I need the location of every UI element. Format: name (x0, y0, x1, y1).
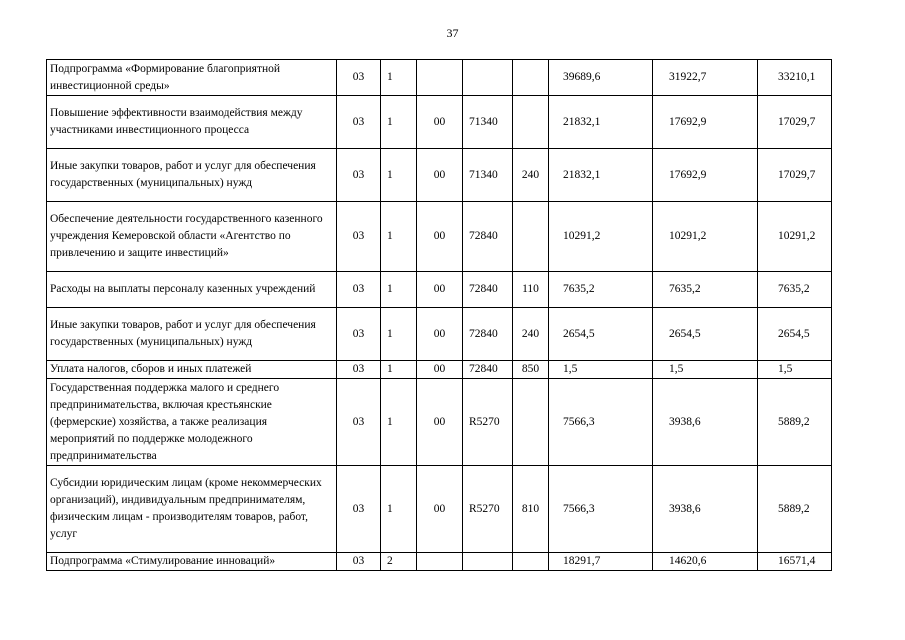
page-number: 37 (446, 26, 459, 40)
cell-amount-year1: 39689,6 (549, 60, 653, 96)
cell-program: 00 (417, 379, 463, 466)
cell-amount-year3: 5889,2 (758, 466, 832, 553)
cell-amount-year1: 21832,1 (549, 96, 653, 149)
cell-program: 00 (417, 272, 463, 308)
cell-vid (513, 379, 549, 466)
cell-amount-year3: 33210,1 (758, 60, 832, 96)
row-name: Подпрограмма «Стимулирование инноваций» (47, 553, 337, 571)
cell-razdel: 03 (337, 379, 381, 466)
cell-podrazdel: 1 (381, 96, 417, 149)
cell-vid: 810 (513, 466, 549, 553)
row-name: Подпрограмма «Формирование благоприятной инвестиционной среды» (47, 60, 337, 96)
cell-direction: 72840 (463, 361, 513, 379)
cell-amount-year1: 10291,2 (549, 202, 653, 272)
table-row (47, 379, 832, 466)
cell-direction: R5270 (463, 466, 513, 553)
cell-amount-year2: 2654,5 (653, 308, 758, 361)
cell-podrazdel: 1 (381, 149, 417, 202)
cell-amount-year2: 17692,9 (653, 96, 758, 149)
cell-amount-year3: 16571,4 (758, 553, 832, 571)
cell-amount-year2: 10291,2 (653, 202, 758, 272)
cell-amount-year2: 3938,6 (653, 379, 758, 466)
cell-amount-year1: 7566,3 (549, 379, 653, 466)
cell-podrazdel: 1 (381, 60, 417, 96)
row-name: Иные закупки товаров, работ и услуг для обеспечения государственных (муниципальных) нужд (47, 149, 337, 202)
cell-razdel: 03 (337, 361, 381, 379)
cell-amount-year3: 5889,2 (758, 379, 832, 466)
table-row (47, 466, 832, 553)
cell-vid: 850 (513, 361, 549, 379)
row-name: Субсидии юридическим лицам (кроме некоммерческих организаций), индивидуальным предпринимателям, физическим лицам - производителям товаров, работ, услуг (47, 466, 337, 553)
cell-amount-year1: 21832,1 (549, 149, 653, 202)
cell-amount-year2: 14620,6 (653, 553, 758, 571)
table-row (47, 553, 832, 571)
row-name: Обеспечение деятельности государственного казенного учреждения Кемеровской области «Агентство по привлечению и защите инвестиций» (47, 202, 337, 272)
table-row (47, 96, 832, 149)
cell-direction: R5270 (463, 379, 513, 466)
cell-vid: 240 (513, 149, 549, 202)
cell-amount-year3: 1,5 (758, 361, 832, 379)
row-name: Уплата налогов, сборов и иных платежей (47, 361, 337, 379)
cell-razdel: 03 (337, 96, 381, 149)
cell-program: 00 (417, 361, 463, 379)
cell-amount-year1: 7635,2 (549, 272, 653, 308)
cell-amount-year3: 2654,5 (758, 308, 832, 361)
cell-direction: 72840 (463, 308, 513, 361)
cell-direction: 72840 (463, 202, 513, 272)
cell-amount-year1: 2654,5 (549, 308, 653, 361)
cell-program (417, 553, 463, 571)
cell-amount-year2: 3938,6 (653, 466, 758, 553)
cell-vid (513, 553, 549, 571)
cell-direction (463, 60, 513, 96)
budget-table (46, 59, 832, 571)
cell-program: 00 (417, 149, 463, 202)
row-name: Расходы на выплаты персоналу казенных учреждений (47, 272, 337, 308)
table-row (47, 202, 832, 272)
row-name: Государственная поддержка малого и среднего предпринимательства, включая крестьянские (фермерские) хозяйства, а также реализация мероприятий по поддержке молодежного предпринимательства (47, 379, 337, 466)
cell-program (417, 60, 463, 96)
cell-program: 00 (417, 466, 463, 553)
cell-amount-year3: 17029,7 (758, 149, 832, 202)
cell-razdel: 03 (337, 466, 381, 553)
cell-razdel: 03 (337, 553, 381, 571)
cell-program: 00 (417, 96, 463, 149)
row-name: Повышение эффективности взаимодействия между участниками инвестиционного процесса (47, 96, 337, 149)
cell-razdel: 03 (337, 202, 381, 272)
cell-podrazdel: 1 (381, 202, 417, 272)
cell-amount-year1: 1,5 (549, 361, 653, 379)
cell-amount-year2: 17692,9 (653, 149, 758, 202)
table-body (47, 60, 832, 571)
cell-podrazdel: 1 (381, 308, 417, 361)
cell-razdel: 03 (337, 272, 381, 308)
cell-podrazdel: 1 (381, 379, 417, 466)
cell-amount-year3: 17029,7 (758, 96, 832, 149)
cell-podrazdel: 1 (381, 272, 417, 308)
cell-razdel: 03 (337, 149, 381, 202)
cell-direction: 71340 (463, 149, 513, 202)
table-row (47, 149, 832, 202)
cell-amount-year3: 7635,2 (758, 272, 832, 308)
cell-razdel: 03 (337, 60, 381, 96)
cell-vid: 110 (513, 272, 549, 308)
cell-amount-year1: 18291,7 (549, 553, 653, 571)
table-row (47, 272, 832, 308)
cell-direction: 72840 (463, 272, 513, 308)
cell-amount-year1: 7566,3 (549, 466, 653, 553)
cell-amount-year2: 7635,2 (653, 272, 758, 308)
cell-program: 00 (417, 308, 463, 361)
table-row (47, 361, 832, 379)
cell-vid: 240 (513, 308, 549, 361)
cell-program: 00 (417, 202, 463, 272)
table-row (47, 60, 832, 96)
cell-amount-year2: 1,5 (653, 361, 758, 379)
cell-vid (513, 202, 549, 272)
cell-razdel: 03 (337, 308, 381, 361)
row-name: Иные закупки товаров, работ и услуг для обеспечения государственных (муниципальных) нужд (47, 308, 337, 361)
cell-podrazdel: 1 (381, 466, 417, 553)
cell-vid (513, 96, 549, 149)
cell-amount-year3: 10291,2 (758, 202, 832, 272)
cell-vid (513, 60, 549, 96)
cell-podrazdel: 1 (381, 361, 417, 379)
cell-amount-year2: 31922,7 (653, 60, 758, 96)
cell-direction: 71340 (463, 96, 513, 149)
cell-direction (463, 553, 513, 571)
table-row (47, 308, 832, 361)
cell-podrazdel: 2 (381, 553, 417, 571)
